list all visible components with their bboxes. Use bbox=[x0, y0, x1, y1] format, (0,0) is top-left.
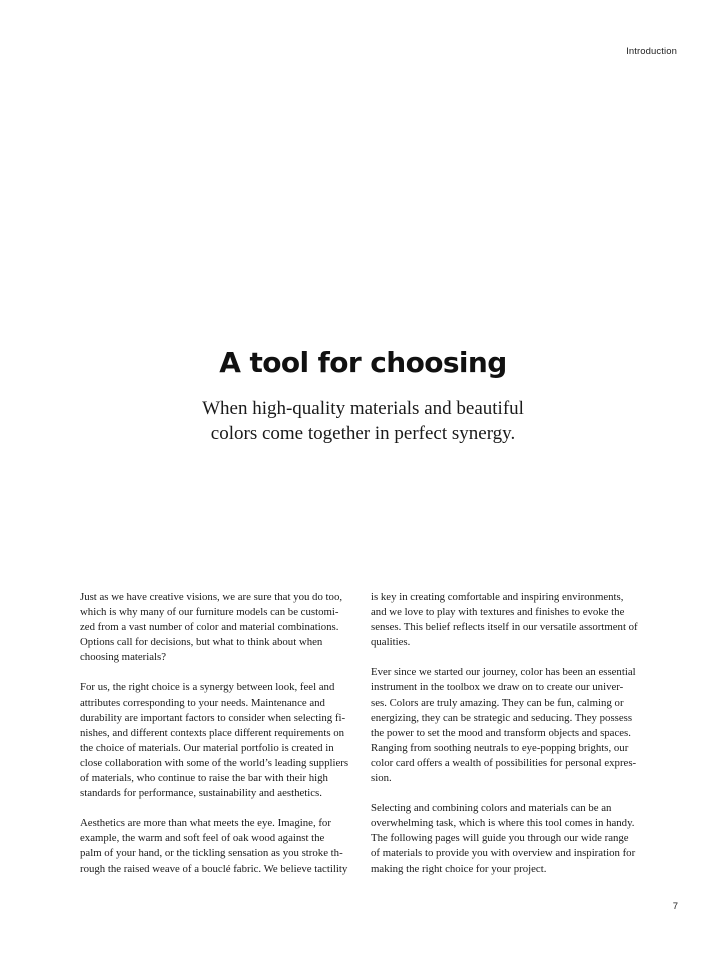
text-line: attributes corresponding to your needs. Maintenance and bbox=[80, 696, 325, 709]
text-line: Ever since we started our journey, color has been an essential bbox=[371, 666, 636, 679]
right-text-column bbox=[371, 590, 651, 877]
text-line: instrument in the toolbox we draw on to create our univer- bbox=[371, 681, 624, 694]
text-line: of materials to provide you with overview and inspiration for bbox=[371, 847, 636, 860]
text-line: is key in creating comfortable and inspiring environments, bbox=[371, 591, 624, 603]
subtitle bbox=[0, 396, 726, 446]
paragraph-gap bbox=[80, 801, 360, 816]
text-line: energizing, they can be strategic and seducing. They possess bbox=[371, 711, 633, 724]
text-line: and we love to play with textures and finishes to evoke the bbox=[371, 606, 625, 619]
text-line: Aesthetics are more than what meets the eye. Imagine, for bbox=[80, 817, 331, 830]
text-line: Selecting and combining colors and materials can be an bbox=[371, 802, 612, 815]
text-line: nishes, and different contexts place different requirements on bbox=[80, 726, 345, 739]
text-line: qualities. bbox=[371, 636, 411, 649]
text-line: of materials, who continue to raise the bar with their high bbox=[80, 772, 328, 785]
paragraph bbox=[80, 816, 360, 876]
text-line: senses. This belief reflects itself in our versatile assortment of bbox=[371, 621, 638, 634]
text-line: the choice of materials. Our material portfolio is created in bbox=[80, 741, 334, 754]
paragraph bbox=[80, 590, 360, 665]
subtitle-line: colors come together in perfect synergy. bbox=[210, 423, 516, 444]
text-line: For us, the right choice is a synergy between look, feel and bbox=[80, 681, 335, 694]
text-line: palm of your hand, or the tickling sensation as you stroke th- bbox=[80, 847, 343, 860]
text-line: standards for performance, sustainability and aesthetics. bbox=[80, 787, 322, 800]
paragraph-gap bbox=[80, 665, 360, 680]
text-line: sion. bbox=[371, 772, 392, 785]
text-line: The following pages will guide you through our wide range bbox=[371, 832, 629, 845]
text-line: example, the warm and soft feel of oak wood against the bbox=[80, 832, 325, 845]
paragraph bbox=[371, 590, 651, 650]
paragraph bbox=[371, 665, 651, 786]
text-line: rough the raised weave of a bouclé fabric. We believe tactility bbox=[80, 862, 348, 875]
text-line: which is why many of our furniture models can be customi- bbox=[80, 606, 339, 619]
page-number: 7 bbox=[672, 901, 678, 912]
text-line: color card offers a wealth of possibilities for personal expres- bbox=[371, 756, 637, 769]
text-line: the power to set the mood and transform objects and spaces. bbox=[371, 726, 631, 739]
subtitle-line: When high-quality materials and beautiful bbox=[202, 398, 524, 419]
left-text-column bbox=[80, 590, 360, 877]
paragraph bbox=[371, 801, 651, 876]
paragraph bbox=[80, 680, 360, 801]
paragraph-gap bbox=[371, 786, 651, 801]
text-line: choosing materials? bbox=[80, 651, 167, 664]
text-line: overwhelming task, which is where this tool comes in handy. bbox=[371, 817, 635, 830]
text-line: zed from a vast number of color and material combinations. bbox=[80, 621, 339, 634]
text-line: Ranging from soothing neutrals to eye-popping brights, our bbox=[371, 741, 629, 754]
text-line: making the right choice for your project. bbox=[371, 862, 547, 875]
text-line: Options call for decisions, but what to think about when bbox=[80, 636, 323, 649]
text-line: durability are important factors to consider when selecting fi- bbox=[80, 711, 346, 724]
text-line: Just as we have creative visions, we are sure that you do too, bbox=[80, 591, 343, 603]
text-line: ses. Colors are truly amazing. They can be fun, calming or bbox=[371, 696, 624, 709]
page-title: A tool for choosing bbox=[219, 346, 507, 379]
text-line: close collaboration with some of the world’s leading suppliers bbox=[80, 756, 349, 769]
section-label: Introduction bbox=[626, 46, 677, 57]
paragraph-gap bbox=[371, 650, 651, 665]
